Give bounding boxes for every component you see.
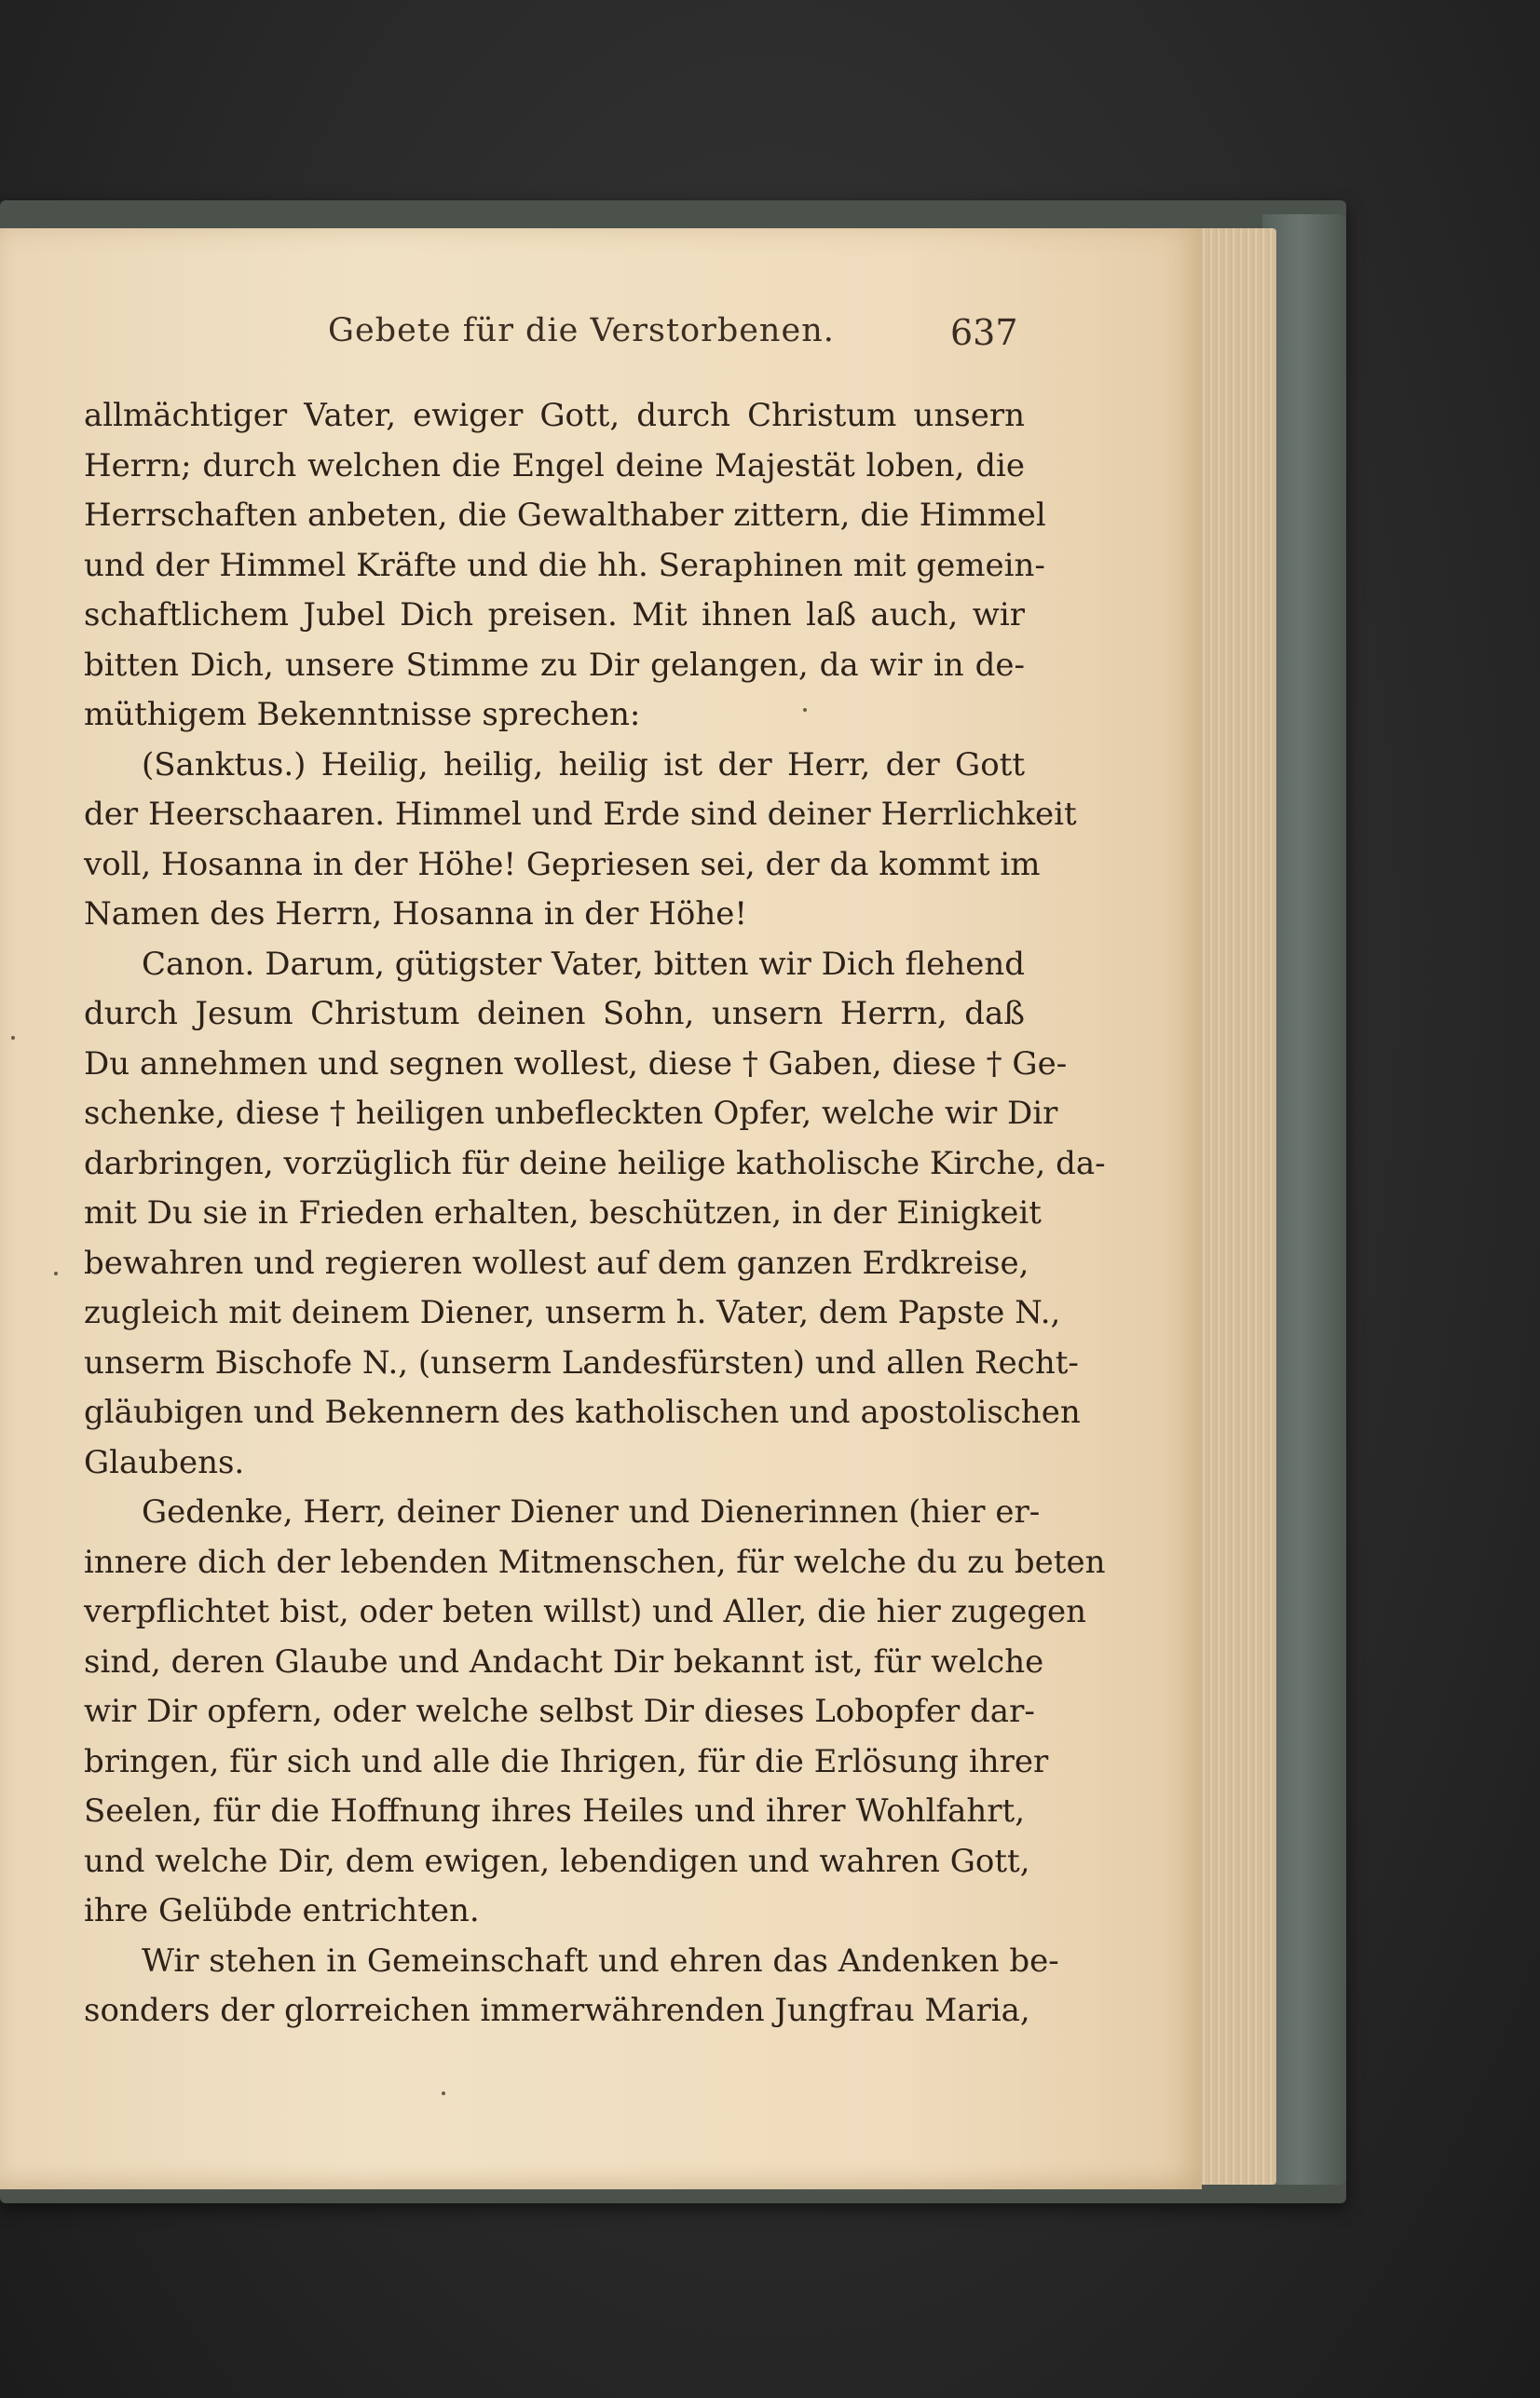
text-line: müthigem Bekenntnisse sprechen: <box>84 696 641 733</box>
text-line: verpflichtet bist, oder beten willst) und Aller, die hier zugegen <box>84 1593 1087 1630</box>
text-line: und der Himmel Kräfte und die hh. Seraphinen mit gemein- <box>84 546 1045 584</box>
paper-speck <box>54 1272 58 1275</box>
paper-speck <box>803 708 807 712</box>
text-line: der Heerschaaren. Himmel und Erde sind deiner Herrlichkeit <box>84 796 1077 833</box>
text-line: schenke, diese † heiligen unbefleckten Opfer, welche wir Dir <box>84 1095 1058 1132</box>
text-line: Namen des Herrn, Hosanna in der Höhe! <box>84 895 748 933</box>
text-line: bringen, für sich und alle die Ihrigen, für die Erlösung ihrer <box>84 1742 1049 1780</box>
text-line: Wir stehen in Gemeinschaft und ehren das Andenken be- <box>142 1942 1059 1980</box>
body-text <box>84 391 1106 2037</box>
text-line: allmächtiger Vater, ewiger Gott, durch Christum unsern <box>84 397 1025 434</box>
text-line: und welche Dir, dem ewigen, lebendigen und wahren Gott, <box>84 1842 1030 1880</box>
text-line: schaftlichem Jubel Dich preisen. Mit ihnen laß auch, wir <box>84 596 1025 634</box>
page-number: 637 <box>950 312 1018 353</box>
text-line: Canon. Darum, gütigster Vater, bitten wir Dich flehend <box>142 945 1025 983</box>
text-line: mit Du sie in Frieden erhalten, beschützen, in der Einigkeit <box>84 1194 1042 1232</box>
text-line: bewahren und regieren wollest auf dem ganzen Erdkreise, <box>84 1244 1029 1282</box>
text-line: Herrn; durch welchen die Engel deine Majestät loben, die <box>84 446 1025 484</box>
running-title: Gebete für die Verstorbenen. <box>328 312 835 349</box>
text-line: sind, deren Glaube und Andacht Dir bekannt ist, für welche <box>84 1642 1044 1681</box>
text-line: bitten Dich, unsere Stimme zu Dir gelangen, da wir in de- <box>84 646 1025 684</box>
text-line: gläubigen und Bekennern des katholischen und apostolischen <box>84 1394 1081 1431</box>
text-line: sonders der glorreichen immerwährenden Jungfrau Maria, <box>84 1992 1030 2029</box>
text-line: Glaubens. <box>84 1443 245 1481</box>
paper-speck <box>11 1036 15 1040</box>
text-line: Gedenke, Herr, deiner Diener und Dienerinnen (hier er- <box>142 1493 1041 1531</box>
text-line: Du annehmen und segnen wollest, diese † Gaben, diese † Ge- <box>84 1044 1068 1083</box>
text-line: durch Jesum Christum deinen Sohn, unsern Herrn, daß <box>84 995 1025 1032</box>
text-line: darbringen, vorzüglich für deine heilige katholische Kirche, da- <box>84 1144 1106 1182</box>
text-line: innere dich der lebenden Mitmenschen, für welche du zu beten <box>84 1543 1106 1581</box>
text-line: voll, Hosanna in der Höhe! Gepriesen sei, der da kommt im <box>84 845 1041 883</box>
running-header <box>84 312 1018 368</box>
text-line: zugleich mit deinem Diener, unserm h. Vater, dem Papste N., <box>84 1294 1061 1331</box>
text-line: Seelen, für die Hoffnung ihres Heiles und ihrer Wohlfahrt, <box>84 1792 1025 1830</box>
text-line: (Sanktus.) Heilig, heilig, heilig ist der Herr, der Gott <box>142 745 1025 783</box>
text-line: wir Dir opfern, oder welche selbst Dir dieses Lobopfer dar- <box>84 1693 1035 1730</box>
text-line: ihre Gelübde entrichten. <box>84 1892 480 1929</box>
paper-speck <box>442 2091 445 2095</box>
text-line: unserm Bischofe N., (unserm Landesfürsten) und allen Recht- <box>84 1343 1079 1382</box>
text-line: Herrschaften anbeten, die Gewalthaber zittern, die Himmel <box>84 497 1046 534</box>
